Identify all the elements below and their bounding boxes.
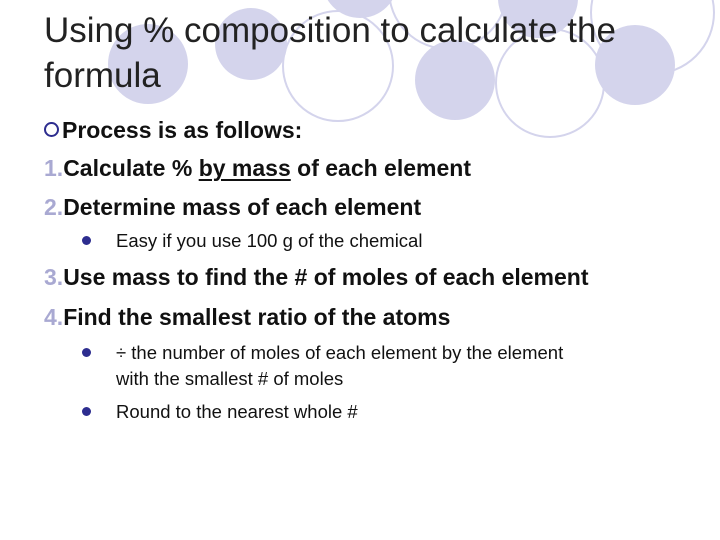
- intro-text: Process is as follows:: [62, 117, 303, 143]
- step-number: 4.: [44, 304, 64, 330]
- step-text: of each element: [290, 155, 471, 181]
- step-text: Find the smallest ratio of the atoms: [63, 304, 451, 330]
- sub-bullet: Round to the nearest whole #: [116, 401, 358, 422]
- step-text: Calculate %: [63, 155, 199, 181]
- sub-bullet-continuation: with the smallest # of moles: [116, 368, 344, 389]
- step-2: [44, 194, 421, 221]
- bullet-dot-icon: [82, 348, 91, 357]
- step-1: [44, 155, 471, 182]
- ring-bullet-icon: [44, 122, 59, 137]
- sub-bullet: Easy if you use 100 g of the chemical: [116, 230, 423, 251]
- underlined-text: by mass: [198, 155, 291, 181]
- step-number: 1.: [44, 155, 64, 181]
- step-3: [44, 264, 589, 291]
- step-number: 2.: [44, 194, 64, 220]
- bullet-dot-icon: [82, 236, 91, 245]
- bullet-dot-icon: [82, 407, 91, 416]
- step-4: [44, 304, 450, 331]
- step-text: Determine mass of each element: [63, 194, 422, 220]
- step-number: 3.: [44, 264, 64, 290]
- slide-title: Using % composition to calculate the formula: [44, 11, 616, 95]
- sub-bullet: ÷ the number of moles of each element by the element: [116, 342, 564, 363]
- step-text: Use mass to find the # of moles of each element: [63, 264, 589, 290]
- process-intro: [44, 117, 302, 144]
